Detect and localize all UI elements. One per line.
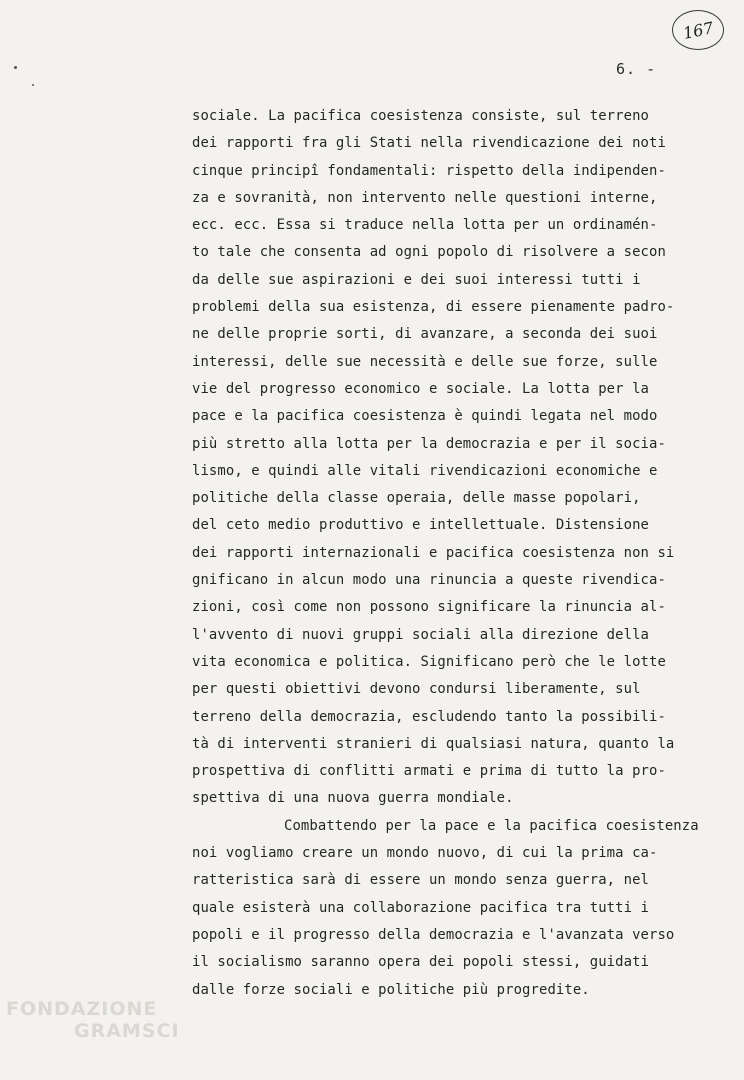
text-line: gnificano in alcun modo una rinuncia a queste rivendica-: [192, 572, 666, 589]
page-number: 6. -: [616, 60, 657, 78]
text-line: dei rapporti internazionali e pacifica coesistenza non si: [192, 544, 675, 561]
text-line: terreno della democrazia, escludendo tanto la possibili-: [192, 708, 666, 725]
text-line: zioni, così come non possono significare la rinuncia al-: [192, 599, 666, 616]
archive-watermark: [6, 998, 180, 1042]
text-line: Combattendo per la pace e la pacifica coesistenza: [284, 817, 699, 834]
archive-number: 167: [681, 17, 715, 43]
text-line: del ceto medio produttivo e intellettuale. Distensione: [192, 517, 649, 534]
watermark-line-2: GRAMSCI: [74, 1020, 180, 1042]
text-line: popoli e il progresso della democrazia e l'avanzata verso: [192, 926, 675, 943]
text-line: lismo, e quindi alle vitali rivendicazioni economiche e: [192, 462, 658, 479]
text-line: cinque principî fondamentali: rispetto della indipenden-: [192, 162, 666, 179]
watermark-line-1: FONDAZIONE: [6, 998, 158, 1020]
text-line: to tale che consenta ad ogni popolo di risolvere a secon: [192, 244, 666, 261]
typed-text-body: [192, 103, 732, 1004]
text-line: ne delle proprie sorti, di avanzare, a seconda dei suoi: [192, 326, 658, 343]
archive-number-stamp: [672, 10, 724, 50]
text-line: da delle sue aspirazioni e dei suoi interessi tutti i: [192, 271, 641, 288]
text-line: dalle forze sociali e politiche più progredite.: [192, 981, 590, 998]
text-line: ecc. ecc. Essa si traduce nella lotta per un ordinamén-: [192, 217, 658, 234]
scan-mark-dot: [32, 84, 34, 86]
text-line: pace e la pacifica coesistenza è quindi legata nel modo: [192, 408, 658, 425]
text-line: prospettiva di conflitti armati e prima di tutto la pro-: [192, 763, 666, 780]
text-line: problemi della sua esistenza, di essere pienamente padro-: [192, 299, 675, 316]
text-line: politiche della classe operaia, delle masse popolari,: [192, 490, 641, 507]
text-line: per questi obiettivi devono condursi liberamente, sul: [192, 681, 641, 698]
text-line: dei rapporti fra gli Stati nella rivendicazione dei noti: [192, 135, 666, 152]
text-line: quale esisterà una collaborazione pacifica tra tutti i: [192, 899, 649, 916]
text-line: ratteristica sarà di essere un mondo senza guerra, nel: [192, 872, 649, 889]
text-line: interessi, delle sue necessità e delle sue forze, sulle: [192, 353, 658, 370]
text-line: spettiva di una nuova guerra mondiale.: [192, 790, 514, 807]
text-line: il socialismo saranno opera dei popoli stessi, guidati: [192, 954, 649, 971]
text-line: l'avvento di nuovi gruppi sociali alla direzione della: [192, 626, 649, 643]
text-line: tà di interventi stranieri di qualsiasi natura, quanto la: [192, 735, 675, 752]
text-line: za e sovranità, non intervento nelle questioni interne,: [192, 189, 658, 206]
text-line: noi vogliamo creare un mondo nuovo, di cui la prima ca-: [192, 845, 658, 862]
text-line: vie del progresso economico e sociale. La lotta per la: [192, 380, 649, 397]
text-line: sociale. La pacifica coesistenza consiste, sul terreno: [192, 108, 649, 124]
scan-mark-dot: [14, 66, 17, 69]
text-line: più stretto alla lotta per la democrazia e per il socia-: [192, 435, 666, 452]
text-line: vita economica e politica. Significano però che le lotte: [192, 653, 666, 670]
